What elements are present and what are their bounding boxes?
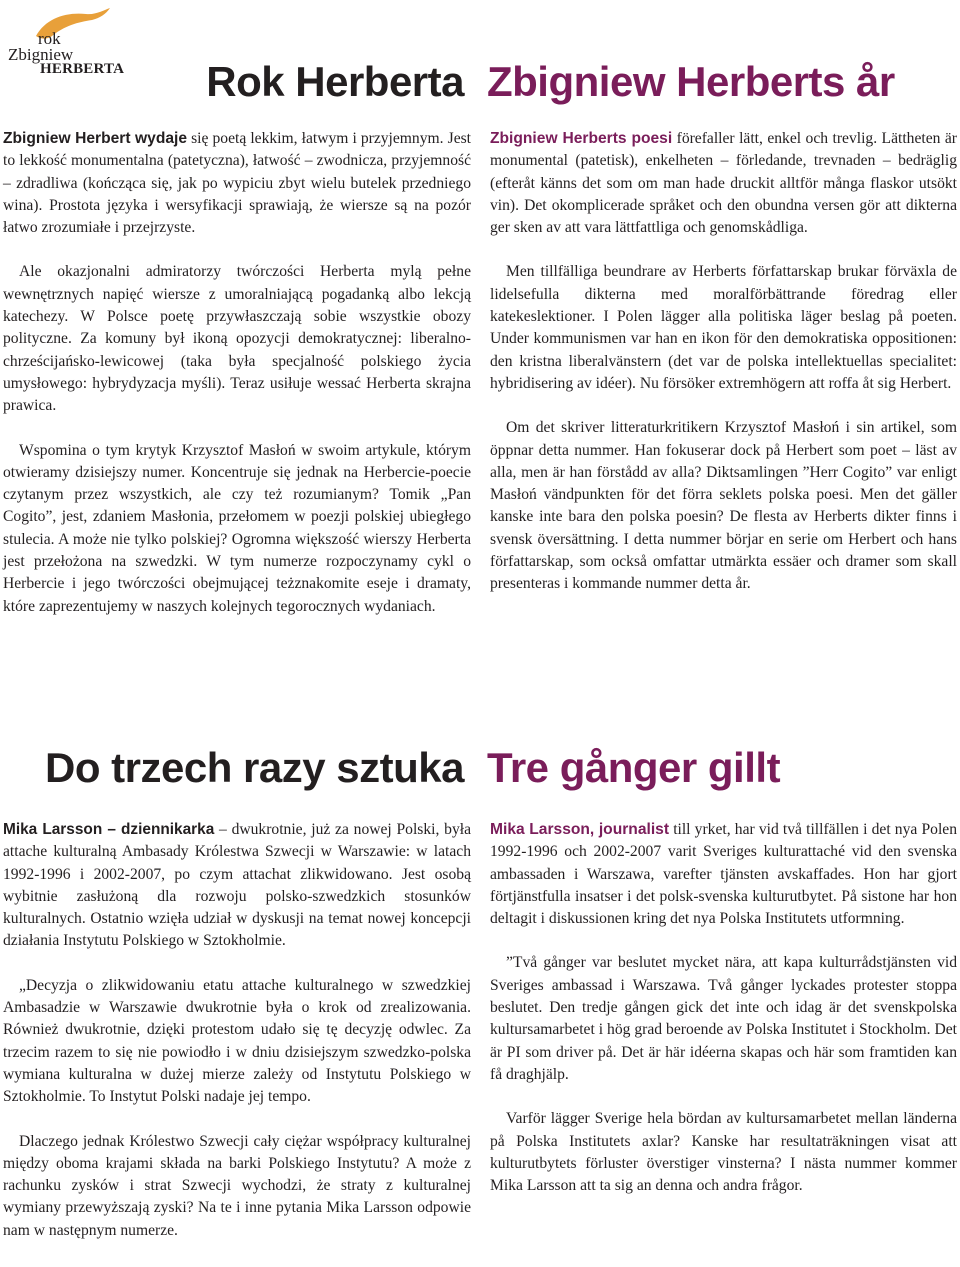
logo-line-zbigniewa: Zbigniew — [8, 45, 74, 64]
rok-herberta-logo — [6, 6, 146, 76]
paragraph-text: förefaller lätt, enkel och trevlig. Lättheten är monumental (patetisk), enkelheten – förledande, trevnaden – bedräglig (efteråt känns det som om man hade druckit alltför många flaskor utsökt vin). Det okomplicerade språket och den obundna versen gör att dikterna ger sken av att vara lättfattliga och genomskådliga. — [490, 130, 957, 237]
column-swedish-section2 — [490, 819, 957, 1197]
column-polish-section2 — [3, 819, 471, 1242]
title-do-trzech-razy-sztuka: Do trzech razy sztuka — [45, 744, 464, 791]
lead-in: Zbigniew Herberts poesi — [490, 130, 673, 147]
paragraph: Varför lägger Sverige hela bördan av kultursamarbetet mellan länderna på Polska Institutets axlar? Kanske har resultaträkningen visat att kulturutbytets förluster överstiger vinsterna? I nästa nummer kommer Mika Larsson att ta sig an denna och andra frågor. — [490, 1110, 957, 1195]
title-tre-ganger-gillt: Tre gånger gillt — [487, 744, 781, 791]
logo-line-rok: rok — [38, 29, 61, 48]
paragraph: ”Två gånger var beslutet mycket nära, att kapa kulturrådstjänsten vid Sveriges ambassad i Warszawa. Två gånger lyckades protester stoppa beslutet. Den tredje gången gick det inte och idag är det svenskpolska kultursamarbetet i hög grad beroende av Polska Institutet i Stockholm. Det är PI som driver på. Det är här idéerna skapas och här som framtiden kan få draghjälp. — [490, 954, 957, 1083]
bird-icon — [6, 6, 146, 46]
logo-line-herberta: HERBERTA — [40, 61, 125, 77]
title-zbigniew-herberts-ar: Zbigniew Herberts år — [487, 58, 895, 105]
paragraph: Men tillfälliga beundrare av Herberts författarskap brukar förväxla de lidelsefulla dikterna med moralförbättrande föredrag eller katekeslektioner. I Polen lägger alla politiska läger beslag på poeten. Under kommunismen var han en ikon för den demokratiska oppositionen: den kristna liberalvänstern (det var de polska intellektuellas specialitet: hybridisering av idéer). Nu försöker extremhögern att roffa åt sig Herbert. — [490, 263, 957, 392]
paragraph-text: – dwukrotnie, już za nowej Polski, była attache kulturalną Ambasady Królestwa Szwecji w Warszawie: w latach 1992-1996 i 2002-2007, po czym attachat zlikwidowano. Jest osobą wybitnie zasłużoną dla rozwoju polsko-szwedzkich stosunków kulturalnych. Ostatnio wzięła udział w dyskusji na temat nowej koncepcji działania Instytutu Polskiego w Sztokholmie. — [3, 821, 471, 950]
paragraph — [3, 819, 471, 953]
paragraph: „Decyzja o zlikwidowaniu etatu attache kulturalnego w szwedzkiej Ambasadzie w Warszawie dwukrotnie była o krok od zrealizowania. Również dwukrotnie, dzięki protestom udało się tę decyzję odwlec. Za trzecim razem to się nie powiodło i w dniu dzisiejszym szwedzko-polska wymiana kulturalna w dużej mierze zależy od Instytutu Polskiego w Sztokholmie. To Instytut Polski nadaje jej tempo. — [3, 976, 471, 1106]
paragraph — [490, 128, 957, 239]
lead-in: Mika Larsson – dziennikarka — [3, 821, 215, 838]
title-rok-herberta: Rok Herberta — [206, 58, 464, 105]
lead-in: Mika Larsson, journalist — [490, 821, 670, 838]
paragraph-text: till yrket, har vid två tillfällen i det nya Polen 1992-1996 och 2002-2007 varit Sveriges kulturattaché vid den svenska ambassaden i Warszawa, varefter tjänsten avskaffades. Hon har gjort förtjänstfulla insatser i det polsk-svenska kulturutbytet. På sistone har hon deltagit i diskussionen kring det nya Polska Institutets utformning. — [490, 821, 957, 928]
lead-in: Zbigniew Herbert wydaje — [3, 130, 188, 147]
paragraph-text: się poetą lekkim, łatwym i przyjemnym. Jest to lekkość monumentalna (patetyczna), łatwość – zwodnicza, przyjemność – zdradliwa (kończąca się, jak po wypiciu zbyt wielu butelek przedniego wina). Prostota języka i wersyfikacji sprawiają, że wiersze są na pozór łatwo zrozumiałe i przejrzyste. — [3, 130, 472, 237]
paragraph: Wspomina o tym krytyk Krzysztof Masłoń w swoim artykule, którym otwieramy dzisiejszy numer. Koncentruje się jednak na Herbercie-poecie czytanym przez wszystkich, ale czy też rozumianym? Tomik „Pan Cogito”, jest, zdaniem Masłonia, przełomem w poezji polskiej ubiegłego stulecia. A może nie tylko polskiej? Ogromna większość wierszy Herberta jest przełożona na szwedzki. W tym numerze rozpoczynamy cykl o Herbercie i jego twórczości obejmującej teżznakomite eseje i dramaty, które zaprezentujemy w naszych kolejnych tegorocznych wydaniach. — [3, 441, 471, 615]
column-polish-section1 — [3, 128, 471, 618]
column-swedish-section1 — [490, 128, 957, 596]
paragraph: Om det skriver litteraturkritikern Krzysztof Masłoń i sin artikel, som öppnar detta nummer. Han fokuserar dock på Herbert som poet – läst av alla, men är han förstådd av alla? Diktsamlingen ”Herr Cogito” var enligt Masłoń vändpunkten för det förra seklets polska poesi. Men det gäller kanske inte bara den polska poesin? De flesta av Herberts dikter finns i svensk översättning. I detta nummer börjar en serie om Herbert och hans författarskap, som också omfattar utmärkta essäer och dramer som skall presenteras i kommande nummer detta år. — [490, 419, 957, 593]
paragraph: Dlaczego jednak Królestwo Szwecji cały ciężar współpracy kulturalnej między oboma krajami składa na barki Polskiego Instytutu? A może z rachunku zysków i strat Szwecji wychodzi, że straty z kulturalnej wymiany przewyższają zyski? Na te i inne pytania Mika Larsson odpowie nam w następnym numerze. — [3, 1132, 471, 1239]
paragraph — [490, 819, 957, 930]
paragraph: Ale okazjonalni admiratorzy twórczości Herberta mylą pełne wewnętrznych napięć wiersze z umoralniającą pogadanką albo lekcją katechezy. W Polsce poetę przywłaszczają sobie wszystkie obozy polityczne. Za komuny był ikoną opozycji demokratycznej: liberalno-chrześcijańsko-lewicowej (taka była specjalność polskiego życia umysłowego: hybrydyzacja myśli). Teraz usiłuje wessać Herberta skrajna prawica. — [3, 263, 471, 415]
paragraph — [3, 128, 471, 239]
